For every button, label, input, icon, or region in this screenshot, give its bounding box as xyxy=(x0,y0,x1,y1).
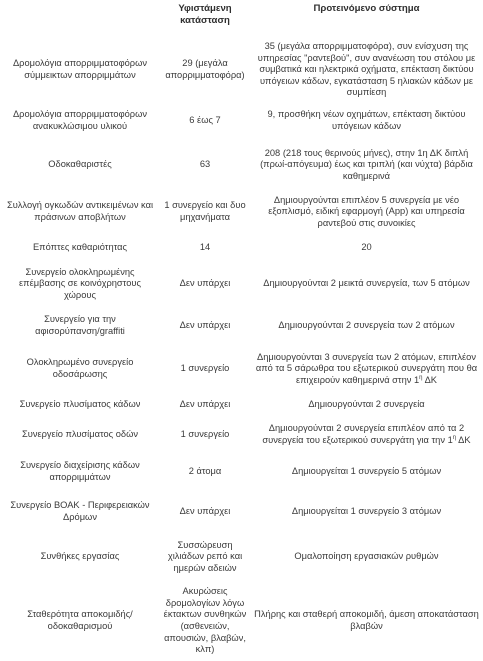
row-item: Συνεργείο διαχείρισης κάδων απορριμμάτων xyxy=(20,460,140,482)
table-row xyxy=(0,101,483,141)
row-current: 1 συνεργείο xyxy=(180,363,230,374)
row-current: 1 συνεργείο xyxy=(180,429,230,440)
row-proposed: 9, προσθήκη νέων οχημάτων, επέκταση δικτύου υπόγειων κάδων xyxy=(267,109,466,131)
row-item: Συνεργείο ολοκληρωμένης επέμβασης σε κοινόχρηστους χώρους xyxy=(19,266,141,300)
table-row xyxy=(0,141,483,189)
table-row xyxy=(0,491,483,533)
table-row xyxy=(0,393,483,417)
row-current: 6 έως 7 xyxy=(189,115,221,126)
row-proposed: Δημιουργούνται 2 μεικτά συνεργεία, των 5 ατόμων xyxy=(263,278,470,289)
row-item: Ολοκληρωμένο συνεργείο οδοσάρωσης xyxy=(26,357,134,379)
row-proposed: Δημιουργούνται επιπλέον 5 συνεργεία με νέο εξοπλισμό, ειδική εφαρμογή (App) και υπηρεσία ραντεβού στις συνοικίες xyxy=(268,194,465,228)
ordinal-superscript: η xyxy=(452,434,457,441)
row-item: Σταθερότητα αποκομιδής/ οδοκαθαρισμού xyxy=(27,609,133,631)
row-item: Συλλογή ογκωδών αντικειμένων και πράσινων αποβλήτων xyxy=(6,200,154,222)
row-proposed xyxy=(250,345,483,393)
table-row xyxy=(0,189,483,235)
header-current: Υφιστάμενη κατάσταση xyxy=(178,3,232,26)
table-row xyxy=(0,453,483,491)
row-proposed-suffix: ΔΚ xyxy=(422,374,437,385)
row-current: 14 xyxy=(199,242,211,253)
table-row xyxy=(0,307,483,345)
row-current: Δεν υπάρχει xyxy=(179,506,231,517)
table-row xyxy=(0,417,483,453)
row-item: Συνεργείο για την αφισορύπανση/graffiti xyxy=(35,314,125,336)
row-proposed xyxy=(250,417,483,453)
table-row xyxy=(0,533,483,581)
row-proposed: Δημιουργούνται 2 συνεργεία xyxy=(308,399,425,410)
row-proposed-suffix: ΔΚ xyxy=(456,435,471,445)
table-row xyxy=(0,235,483,261)
header-proposed: Προτεινόμενο σύστημα xyxy=(313,3,420,14)
table-row xyxy=(0,39,483,101)
row-item: Οδοκαθαριστές xyxy=(48,159,112,170)
row-proposed: Δημιουργούνται 2 συνεργεία των 2 ατόμων xyxy=(278,320,455,331)
table-header-row xyxy=(0,0,483,39)
row-current: 29 (μεγάλα απορριμματοφόρα) xyxy=(165,58,245,80)
row-proposed-text: Δημιουργούνται 3 συνεργεία των 2 ατόμων, επιπλέον από τα 5 σάρωθρα του εξωτερικού συνεργάτη που θα επιχειρούν καθημερινά στην 1 xyxy=(255,351,478,385)
row-current: 2 άτομα xyxy=(188,466,222,477)
row-item: Συνεργείο ΒΟΑΚ - Περιφερειακών Δρόμων xyxy=(10,500,150,522)
row-current: Συσσώρευση χιλιάδων ρεπό και ημερών αδειών xyxy=(167,539,243,573)
row-proposed: Ομαλοποίηση εργασιακών ρυθμών xyxy=(294,551,439,562)
header-item xyxy=(0,0,160,39)
table-row xyxy=(0,581,483,661)
row-current: 1 συνεργείο και δυο μηχανήματα xyxy=(164,200,246,222)
row-current: Δεν υπάρχει xyxy=(179,320,231,331)
row-current: Δεν υπάρχει xyxy=(179,278,231,289)
row-item: Επόπτες καθαριότητας xyxy=(32,242,128,253)
row-proposed: 20 xyxy=(361,242,372,253)
row-item: Συνεργείο πλυσίματος οδών xyxy=(21,429,138,440)
row-item: Δρομολόγια απορριμματοφόρων ανακυκλώσιμου υλικού xyxy=(12,109,148,131)
row-current: 63 xyxy=(199,159,211,170)
row-current: Δεν υπάρχει xyxy=(179,399,231,410)
row-item: Δρομολόγια απορριμματοφόρων σύμμεικτων απορριμμάτων xyxy=(12,58,148,80)
row-proposed: 208 (218 τους θερινούς μήνες), στην 1η ΔΚ διπλή (πρωί-απόγευμα) έως και τριπλή (και νύχτα) βάρδια καθημερινά xyxy=(260,147,473,181)
row-item: Συνθήκες εργασίας xyxy=(40,551,120,562)
row-proposed: Δημιουργείται 1 συνεργείο 3 ατόμων xyxy=(291,506,442,517)
row-proposed: Δημιουργείται 1 συνεργείο 5 ατόμων xyxy=(291,466,442,477)
row-proposed-text: Δημιουργούνται 2 συνεργεία επιπλέον από τα 2 συνεργεία του εξωτερικού συνεργάτη για την 1 xyxy=(262,423,465,445)
ordinal-superscript: η xyxy=(419,374,423,381)
row-proposed: 35 (μεγάλα απορριμματοφόρα), συν ενίσχυση της υπηρεσίας "ραντεβού", συν ανανέωση του στόλου με συμβατικά και ηλεκτρικά οχήματα, επέκταση δικτύου υπόγειων κάδων, εγκατάσταση 5 ηλιακών κάδων με συμπίεση xyxy=(257,41,476,98)
table-row xyxy=(0,345,483,393)
table-row xyxy=(0,261,483,307)
row-item: Συνεργείο πλυσίματος κάδων xyxy=(19,399,141,410)
row-current: Ακυρώσεις δρομολογίων λόγω έκτακτων συνθηκών (ασθενειών, απουσιών, βλαβών, κλπ) xyxy=(163,586,247,655)
row-proposed: Πλήρης και σταθερή αποκομιδή, άμεση αποκατάσταση βλαβών xyxy=(254,609,479,631)
